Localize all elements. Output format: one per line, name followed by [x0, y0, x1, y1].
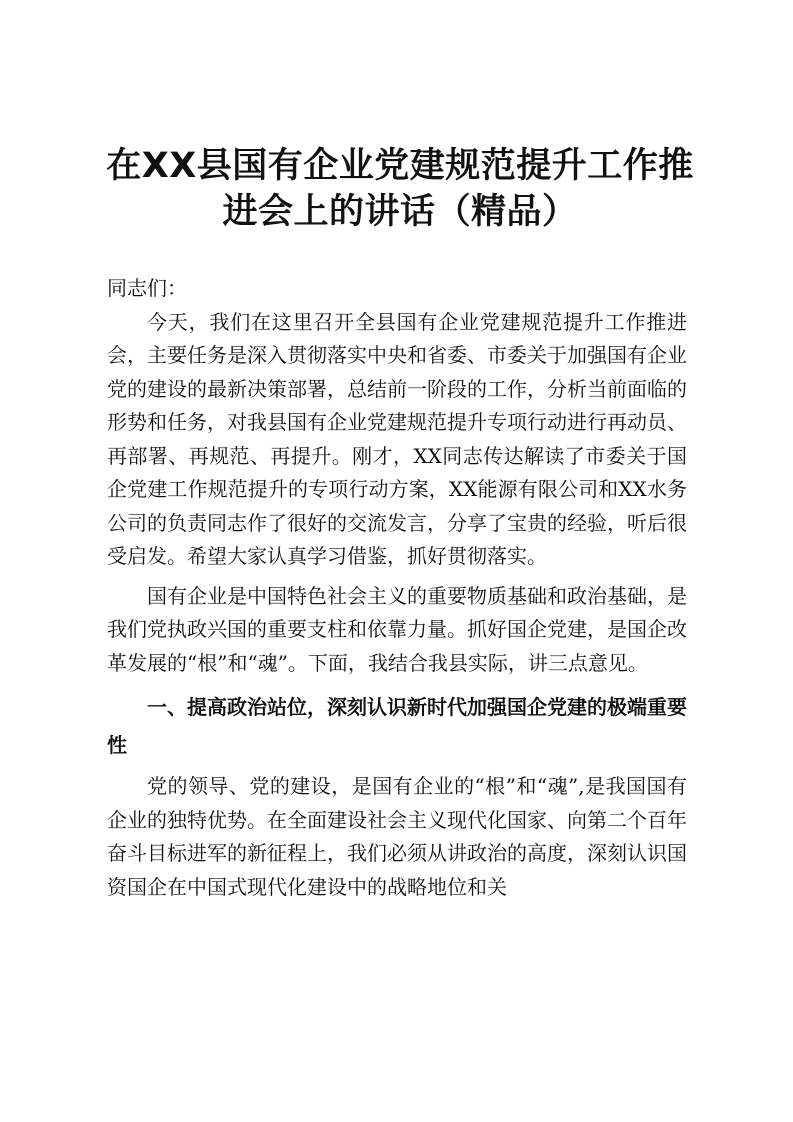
document-body — [107, 272, 687, 904]
salutation: 同志们： — [107, 276, 187, 300]
paragraph-opening: 今天，我们在这里召开全县国有企业党建规范提升工作推进会，主要任务是深入贯彻落实中央和省委、市委关于加强国有企业党的建设的最新决策部署，总结前一阶段的工作，分析当前面临的形势和任务，对我县国有企业党建规范提升专项行动进行再动员、再部署、再规范、再提升。刚才，XX同志传达解读了市委关于国企党建工作规范提升的专项行动方案，XX能源有限公司和XX水务公司的负责同志作了很好的交流发言，分享了宝贵的经验，听后很受启发。希望大家认真学习借鉴，抓好贯彻落实。 — [107, 309, 687, 568]
document-title — [100, 143, 700, 235]
title-line-2: 进会上的讲话（精品） — [222, 192, 578, 232]
title-line-1: 在XX县国有企业党建规范提升工作推 — [106, 146, 694, 186]
paragraph-background: 国有企业是中国特色社会主义的重要物质基础和政治基础，是我们党执政兴国的重要支柱和依靠力量。抓好国企党建，是国企改革发展的“根”和“魂”。下面，我结合我县实际，讲三点意见。 — [107, 583, 687, 675]
section-heading-1: 一、提高政治站位，深刻认识新时代加强国企党建的极端重要性 — [107, 695, 687, 757]
paragraph-section-1: 党的领导、党的建设，是国有企业的“根”和“魂”,是我国国有企业的独特优势。在全面建设社会主义现代化国家、向第二个百年奋斗目标进军的新征程上，我们必须从讲政治的高度，深刻认识国资国企在中国式现代化建设中的战略地位和关 — [107, 774, 687, 899]
